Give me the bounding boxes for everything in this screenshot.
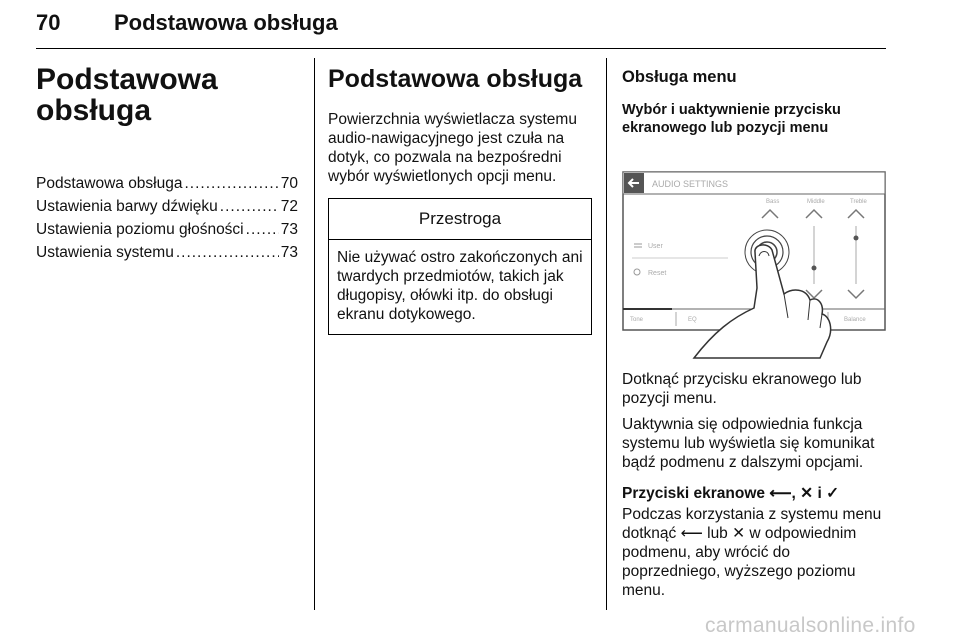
toc-entry[interactable]: Ustawienia barwy dźwięku ..... 72: [36, 195, 298, 218]
page-header: [36, 8, 886, 48]
menu-column-body: [622, 370, 888, 607]
touchscreen-illustration: [622, 170, 886, 360]
screen-buttons-heading: Przyciski ekranowe ⟵, ✕ i ✓: [622, 485, 840, 502]
intro-paragraph: Powierzchnia wyświetlacza systemu audio-nawigacyjnego jest czuła na dotyk, co pozwala na bezpośredni wybór wyświetlonych opcji menu.: [328, 111, 577, 185]
watermark: carmanualsonline.info: [705, 614, 916, 637]
back-arrow-icon: [624, 173, 644, 193]
label-middle: Middle: [807, 199, 825, 205]
section-column: [328, 64, 592, 335]
menu-item-reset: Reset: [648, 270, 667, 277]
column-divider-1: [314, 58, 315, 610]
warning-text: Nie używać ostro zakończonych ani twardych przedmiotów, takich jak długopisy, ołówki itp. do obsługi ekranu dotykowego.: [337, 249, 583, 323]
tab-tone: Tone: [630, 317, 644, 323]
running-title: Podstawowa obsługa: [114, 10, 338, 35]
warning-box: [328, 198, 592, 335]
tab-eq: EQ: [688, 317, 697, 323]
activation-text: Uaktywnia się odpowiednia funkcja systemu lub wyświetla się komunikat bądź podmenu z dalszymi opcjami.: [622, 416, 875, 471]
screen-title: AUDIO SETTINGS: [652, 179, 729, 189]
toc-entry[interactable]: Ustawienia systemu ..... 73: [36, 241, 298, 264]
menu-subheading: Wybór i uaktywnienie przycisku ekranowego lub pozycji menu: [622, 102, 841, 136]
toc-entry[interactable]: Ustawienia poziomu głośności ..... 73: [36, 218, 298, 241]
table-of-contents: [36, 172, 298, 264]
header-rule: [36, 48, 886, 49]
tab-balance: Balance: [844, 317, 866, 323]
label-bass: Bass: [766, 199, 780, 205]
section-heading: Podstawowa obsługa: [328, 65, 583, 93]
touch-instruction: Dotknąć przycisku ekranowego lub pozycji menu.: [622, 371, 862, 407]
page-number: 70: [36, 10, 61, 35]
menu-heading: Obsługa menu: [622, 68, 737, 86]
chapter-title: Podstawowa obsługa: [36, 63, 218, 127]
back-instruction: Podczas korzystania z systemu menu dotknąć ⟵ lub ✕ w odpowiednim podmenu, aby wrócić do poprzedniego, wyższego poziomu menu.: [622, 506, 882, 599]
chapter-column: [36, 64, 298, 264]
toc-entry[interactable]: Podstawowa obsługa ..... 70: [36, 172, 298, 195]
menu-column: [622, 68, 888, 137]
warning-title: Przestroga: [329, 199, 591, 240]
column-divider-2: [606, 58, 607, 610]
menu-item-user: User: [648, 243, 663, 250]
label-treble: Treble: [850, 199, 867, 205]
